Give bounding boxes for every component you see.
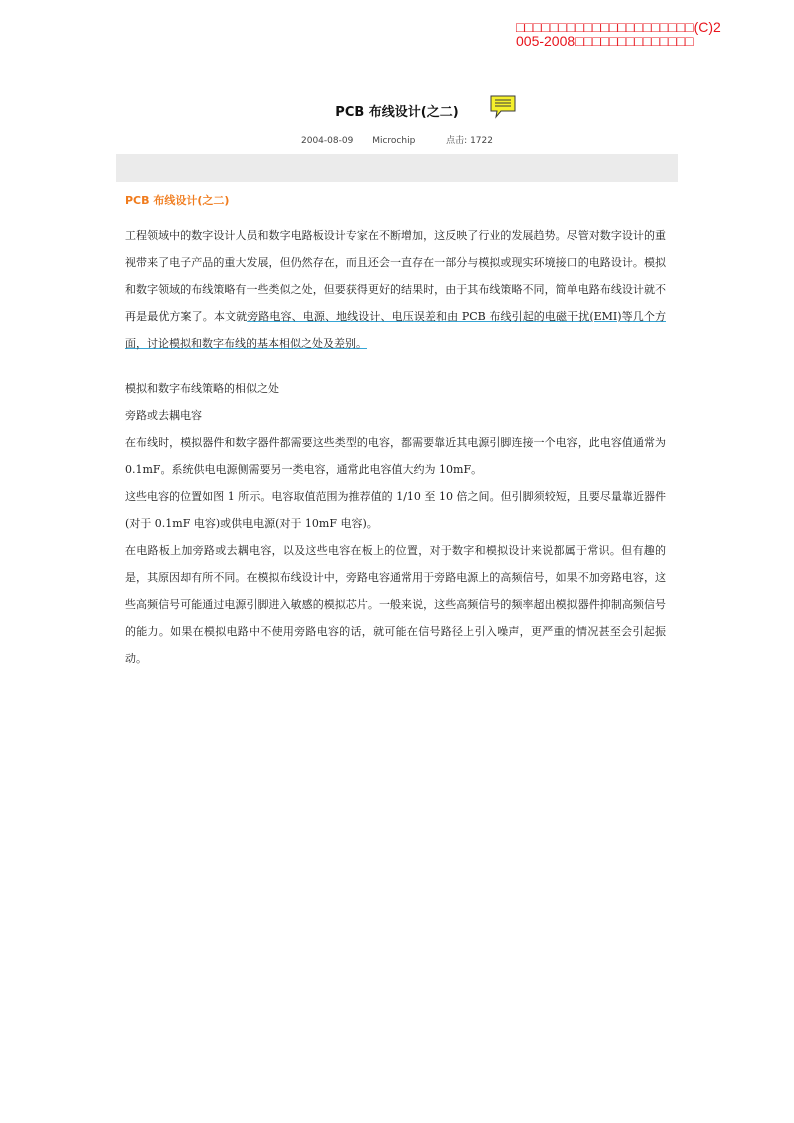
copyright-watermark: □□□□□□□□□□□□□□□□□□□□□(C)2005-2008□□□□□□□□□□□□□□	[516, 19, 721, 49]
article-title-row	[0, 101, 794, 120]
body-paragraph-1: 在布线时，模拟器件和数字器件都需要这些类型的电容，都需要靠近其电源引脚连接一个电容，此电容值通常为 0.1mF。系统供电电源侧需要另一类电容，通常此电容值大约为 10mF。	[125, 436, 666, 476]
article-date: 2004-08-09	[301, 136, 354, 146]
section-heading: 模拟和数字布线策略的相似之处	[125, 382, 279, 395]
intro-paragraph	[125, 222, 666, 357]
article-subtitle: PCB 布线设计(之二)	[125, 194, 230, 207]
paragraph-gap	[125, 357, 666, 375]
intro-highlight: 旁路电容、电源、地线设计、电压误差和由 PCB 布线引起的电磁干扰(EMI)等几个方面，讨论模拟和数字布线的基本相似之处及差别。	[125, 310, 666, 350]
article-author: Microchip	[372, 136, 416, 146]
speech-bubble-icon[interactable]	[489, 94, 517, 120]
subsection-heading: 旁路或去耦电容	[125, 409, 202, 422]
body-paragraph-3: 在电路板上加旁路或去耦电容，以及这些电容在板上的位置，对于数字和模拟设计来说都属于常识。但有趣的是，其原因却有所不同。在模拟布线设计中，旁路电容通常用于旁路电源上的高频信号，如果不加旁路电容，这些高频信号可能通过电源引脚进入敏感的模拟芯片。一般来说，这些高频信号的频率超出模拟器件抑制高频信号的能力。如果在模拟电路中不使用旁路电容的话，就可能在信号路径上引入噪声，更严重的情况甚至会引起振动。	[125, 544, 666, 665]
body-paragraph-2: 这些电容的位置如图 1 所示。电容取值范围为推荐值的 1/10 至 10 倍之间。但引脚须较短，且要尽量靠近器件(对于 0.1mF 电容)或供电电源(对于 10mF 电容)。	[125, 490, 666, 530]
article-title: PCB 布线设计(之二)	[335, 105, 459, 120]
header-divider-bar	[116, 154, 678, 182]
intro-text: 工程领域中的数字设计人员和数字电路板设计专家在不断增加，这反映了行业的发展趋势。尽管对数字设计的重视带来了电子产品的重大发展，但仍然存在，而且还会一直存在一部分与模拟或现实环境接口的电路设计。模拟和数字领域的布线策略有一些类似之处，但要获得更好的结果时，由于其布线策略不同，简单电路布线设计就不再是最优方案了。本文就	[125, 229, 666, 323]
hits-label: 点击:	[446, 136, 468, 146]
article-body	[125, 192, 666, 672]
hits-count: 1722	[470, 136, 493, 146]
article-meta	[0, 133, 794, 146]
